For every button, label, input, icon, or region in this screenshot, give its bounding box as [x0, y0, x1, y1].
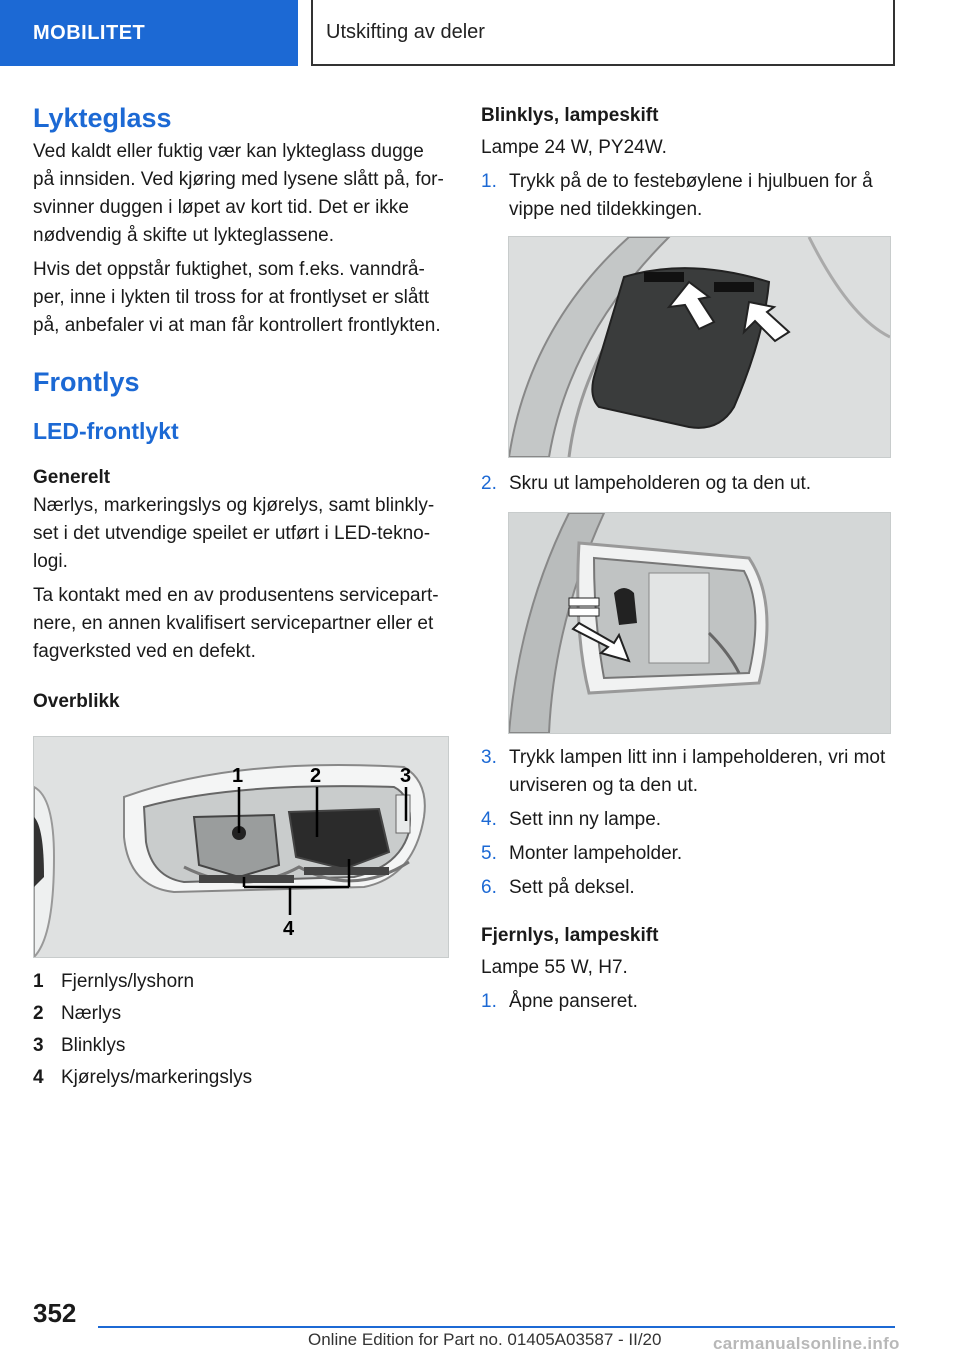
fjernlys-lamp-spec: Lampe 55 W, H7. [481, 957, 628, 978]
legend-list [33, 968, 449, 1092]
legend-number: 2 [33, 1003, 44, 1024]
generelt-paragraph-1: Nærlys, markeringslys og kjørelys, samt blinkly-set i det utvendige speilet er utført i LED-tekno-logi. [33, 495, 435, 572]
wheel-arch-cover-figure [508, 236, 891, 458]
step-number: 3. [481, 747, 497, 768]
step-number: 1. [481, 171, 497, 192]
right-column [481, 98, 895, 1016]
legend-item [33, 1064, 449, 1092]
step-number: 6. [481, 877, 497, 898]
step-text: Sett på deksel. [509, 877, 635, 898]
generelt-heading: Generelt [33, 467, 111, 488]
lykteglass-paragraph-1: Ved kaldt eller fuktig vær kan lykteglass dugge på innsiden. Ved kjøring med lysene slått på, for-svinner duggen i løpet av kort tid. Det er ikke nødvendig å skifte ut lykteglassene. [33, 141, 444, 246]
section-tab [0, 0, 298, 66]
lamp-holder-figure [508, 512, 891, 734]
figure-label-3: 3 [400, 765, 412, 787]
step-text: Sett inn ny lampe. [509, 809, 662, 830]
blinklys-step-1 [481, 168, 895, 224]
step-number: 1. [481, 991, 497, 1012]
generelt-paragraph-2: Ta kontakt med en av produsentens servicepart-nere, en annen kvalifisert servicepartner eller et fagverksted ved en defekt. [33, 585, 439, 662]
legend-number: 1 [33, 971, 44, 992]
watermark-text: carmanualsonline.info [713, 1334, 900, 1353]
frontlys-heading: Frontlys [33, 367, 140, 397]
blinklys-step [481, 840, 895, 868]
figure-label-1: 1 [232, 765, 244, 787]
edition-text: Online Edition for Part no. 01405A03587 - II/20 [308, 1330, 662, 1349]
step-text: Monter lampeholder. [509, 843, 683, 864]
overblikk-heading: Overblikk [33, 691, 120, 712]
lykteglass-paragraph-2: Hvis det oppstår fuktighet, som f.eks. vanndrå-per, inne i lykten til tross for at frontlyset er slått på, anbefaler vi at man får kontrollert frontlykten. [33, 259, 441, 336]
headlight-overview-figure [33, 736, 449, 958]
blinklys-steps-list [481, 744, 895, 902]
legend-text: Blinklys [61, 1035, 126, 1056]
lykteglass-heading: Lykteglass [33, 103, 172, 133]
figure-label-4: 4 [283, 918, 295, 940]
step-number: 5. [481, 843, 497, 864]
blinklys-step-2 [481, 470, 895, 498]
led-frontlykt-heading: LED-frontlykt [33, 418, 179, 444]
figure-label-2: 2 [310, 765, 322, 787]
headlight-illustration [34, 737, 448, 957]
blinklys-heading: Blinklys, lampeskift [481, 105, 659, 126]
fjernlys-step-1 [481, 988, 895, 1016]
legend-item [33, 968, 449, 996]
fjernlys-heading: Fjernlys, lampeskift [481, 925, 659, 946]
blinklys-lamp-spec: Lampe 24 W, PY24W. [481, 137, 667, 158]
blinklys-step [481, 874, 895, 902]
step-text: Trykk lampen litt inn i lampeholderen, vri mot urviseren og ta den ut. [509, 747, 886, 796]
step-text: Skru ut lampeholderen og ta den ut. [509, 473, 812, 494]
blinklys-step [481, 744, 895, 800]
step-number: 2. [481, 473, 497, 494]
blinklys-step [481, 806, 895, 834]
page-number: 352 [33, 1298, 77, 1328]
legend-number: 3 [33, 1035, 44, 1056]
footer-divider [98, 1326, 895, 1328]
step-text: Åpne panseret. [509, 991, 638, 1012]
legend-item [33, 1032, 449, 1060]
section-label: MOBILITET [33, 21, 146, 44]
wheel-arch-illustration [509, 237, 890, 457]
legend-text: Kjørelys/markeringslys [61, 1067, 253, 1088]
left-column [33, 98, 449, 1092]
lamp-holder-illustration [509, 513, 890, 733]
chapter-title-box [311, 0, 895, 66]
step-text: Trykk på de to festebøylene i hjulbuen for å vippe ned tildekkingen. [509, 171, 873, 220]
legend-item [33, 1000, 449, 1028]
legend-text: Fjernlys/lyshorn [61, 971, 195, 992]
legend-text: Nærlys [61, 1003, 122, 1024]
step-number: 4. [481, 809, 497, 830]
chapter-title: Utskifting av deler [326, 20, 485, 43]
legend-number: 4 [33, 1067, 44, 1088]
